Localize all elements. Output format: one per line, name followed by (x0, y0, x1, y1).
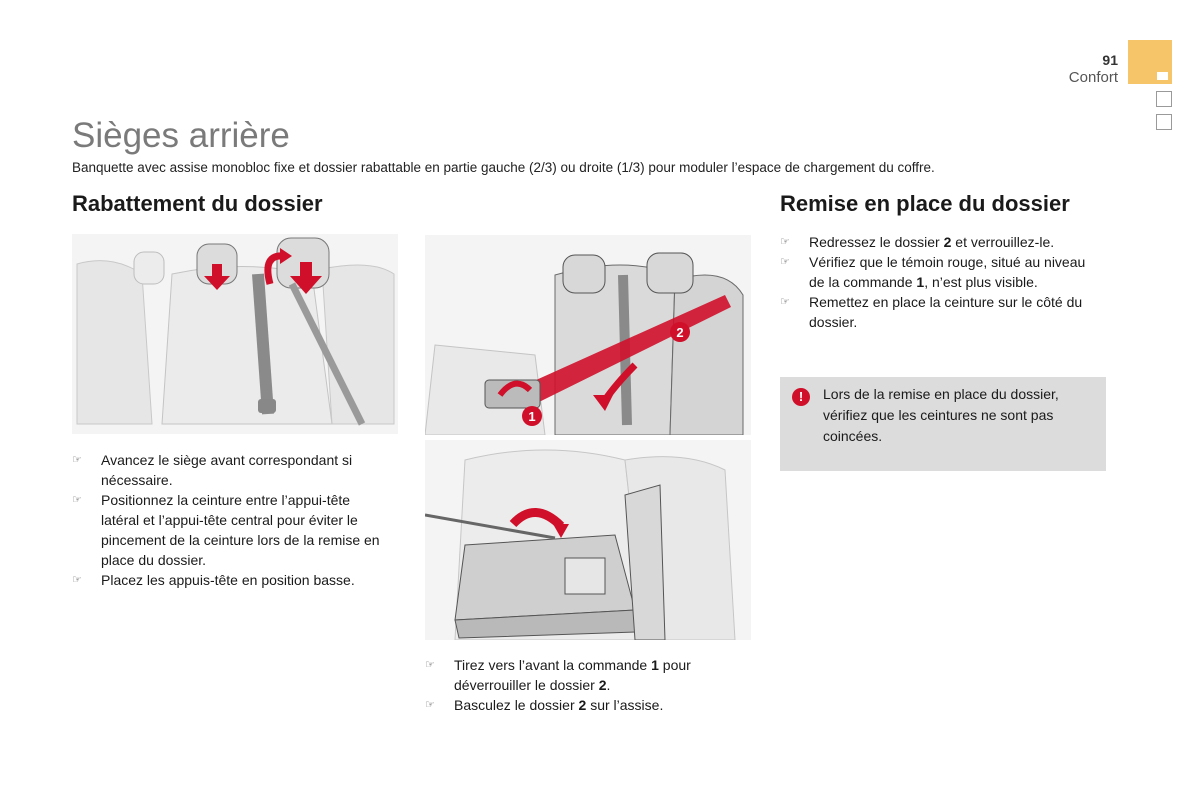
pointing-hand-icon: ☞ (72, 454, 82, 466)
pointing-hand-icon: ☞ (780, 296, 790, 308)
marker-1-label: 1 (528, 409, 536, 424)
headrests-illustration (72, 234, 398, 434)
pointing-hand-icon: ☞ (780, 236, 790, 248)
unlock-illustration (425, 235, 751, 435)
chapter-tab-marker (1157, 72, 1168, 80)
step-text: Vérifiez que le témoin rouge, situé au niveau de la commande (809, 254, 1086, 290)
warning-exclamation-icon: ! (792, 388, 810, 406)
step-text: Basculez le dossier (454, 697, 579, 713)
list-item (780, 252, 1090, 292)
step-text: Tirez vers l’avant la commande (454, 657, 652, 673)
step-text: Placez les appuis-tête en position basse. (101, 572, 355, 588)
step-ref: 1 (651, 657, 659, 673)
list-item (425, 695, 725, 715)
figure-fold-backrest (425, 440, 751, 640)
pointing-hand-icon: ☞ (780, 256, 790, 268)
step-text: Avancez le siège avant correspondant si nécessaire. (101, 452, 353, 488)
pointing-hand-icon: ☞ (425, 659, 435, 671)
figure-unlock-command (425, 235, 751, 435)
step-text: Redressez le dossier (809, 234, 944, 250)
nav-square-2 (1156, 114, 1172, 130)
pointing-hand-icon: ☞ (72, 494, 82, 506)
intro-text: Banquette avec assise monobloc fixe et dossier rabattable en partie gauche (2/3) ou droite (1/3) pour moduler l’espace de chargement du coffre. (72, 160, 935, 175)
warning-text: Lors de la remise en place du dossier, vérifiez que les ceintures ne sont pas coincées. (823, 386, 1059, 444)
list-item (425, 655, 725, 695)
list-unlock (425, 655, 725, 715)
marker-2-label: 2 (676, 325, 684, 340)
heading-remise: Remise en place du dossier (780, 191, 1070, 216)
figure-headrests-lowered (72, 234, 398, 434)
section-name: Confort (1068, 69, 1118, 86)
step-text: , n’est plus visible. (924, 274, 1038, 290)
list-item (72, 490, 390, 570)
step-ref: 1 (916, 274, 925, 290)
step-ref: 2 (578, 697, 587, 713)
list-remise (780, 232, 1090, 332)
list-item (780, 292, 1090, 332)
list-item (780, 232, 1090, 252)
step-text: Positionnez la ceinture entre l’appui-tête latéral et l’appui-tête central pour éviter le pincement de la ceinture lors de la remise en place du dossier. (101, 492, 380, 568)
step-text: et verrouillez-le. (951, 234, 1055, 250)
page-title: Sièges arrière (72, 116, 290, 155)
pointing-hand-icon: ☞ (72, 574, 82, 586)
step-text: sur l’assise. (586, 697, 664, 713)
heading-rabattement: Rabattement du dossier (72, 191, 323, 216)
pointing-hand-icon: ☞ (425, 699, 435, 711)
step-ref: 2 (943, 234, 952, 250)
step-ref: 2 (598, 677, 607, 693)
step-text: . (606, 677, 611, 693)
list-rabattement (72, 450, 390, 590)
nav-square-1 (1156, 91, 1172, 107)
page-number: 91 (1102, 52, 1118, 68)
fold-illustration (425, 440, 751, 640)
list-item (72, 570, 390, 590)
step-text: pour déverrouiller le dossier (454, 657, 691, 693)
step-text: Remettez en place la ceinture sur le côté du dossier. (809, 294, 1083, 330)
list-item (72, 450, 390, 490)
